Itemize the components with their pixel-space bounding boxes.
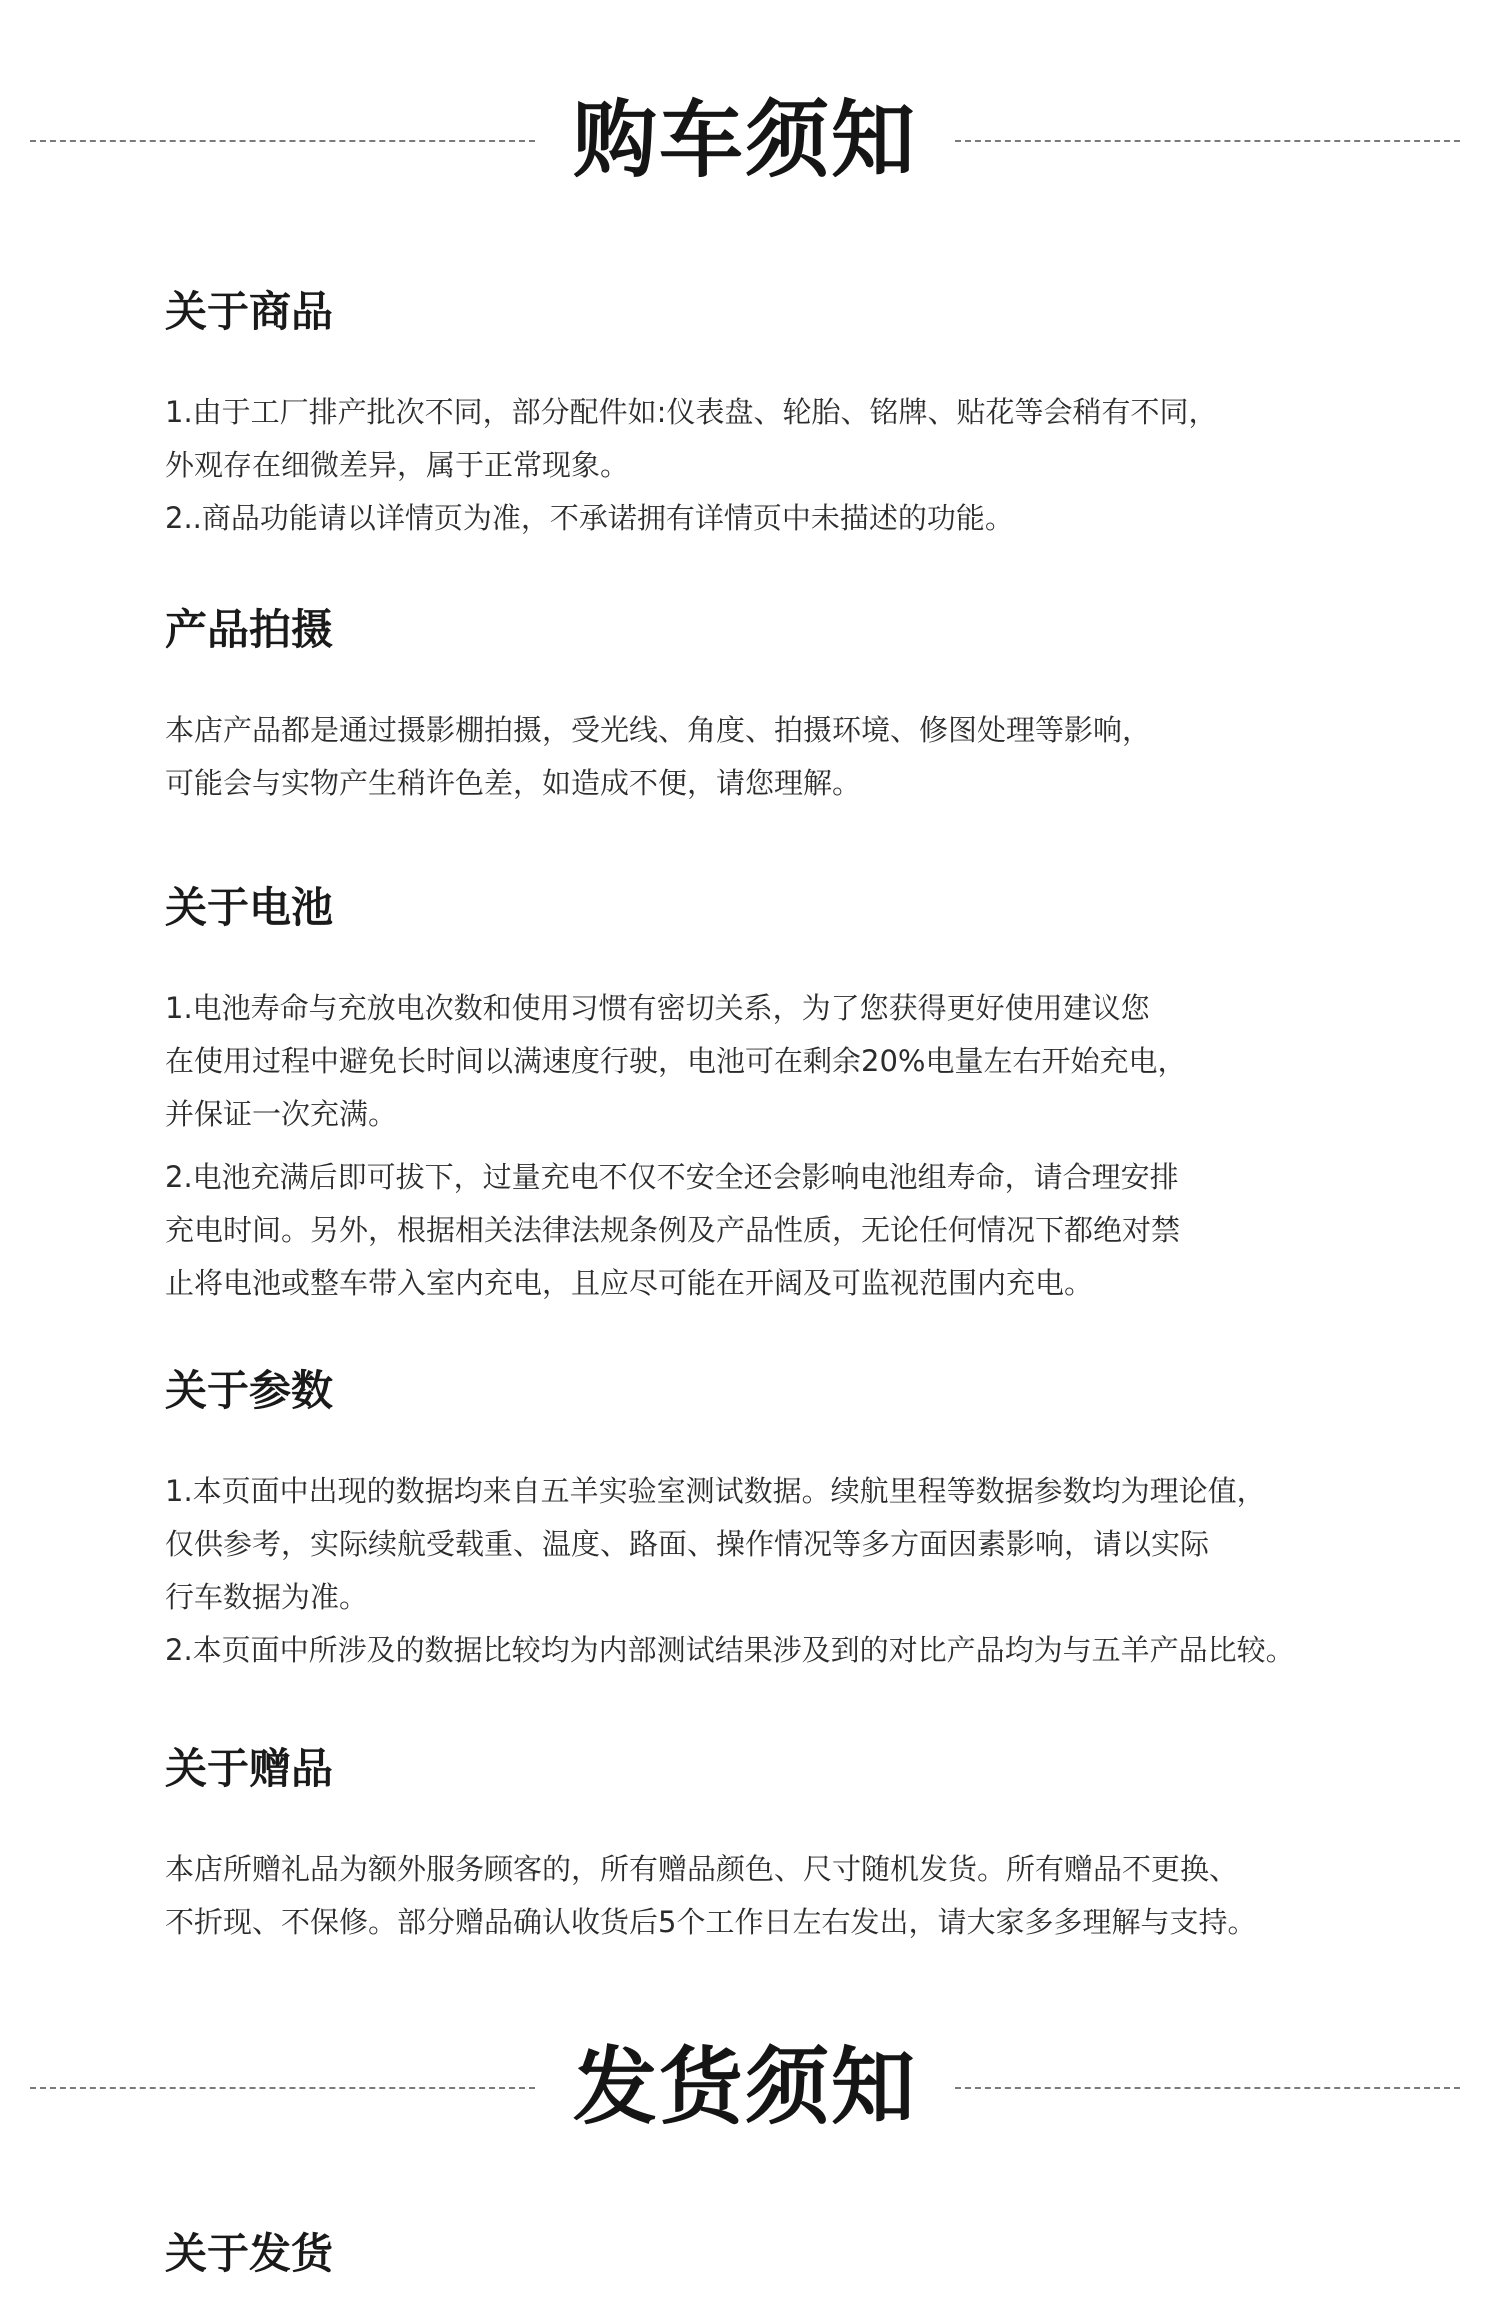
section-heading: 关于商品 <box>165 287 334 336</box>
section-heading: 关于赠品 <box>165 1744 334 1793</box>
purchase-notice-title-row <box>0 70 1500 210</box>
section-body <box>165 982 1395 1141</box>
body-line: 1.电池寿命与充放电次数和使用习惯有密切关系，为了您获得更好使用建议您 <box>165 991 1150 1025</box>
section-about-parameters <box>165 1361 1395 1677</box>
shipping-notice-title-row <box>0 2017 1500 2157</box>
section-about-shipping <box>165 2224 1395 2284</box>
section-about-gifts <box>165 1739 1395 1949</box>
title-divider-left <box>30 140 535 142</box>
body-line: 本店产品都是通过摄影棚拍摄，受光线、角度、拍摄环境、修图处理等影响， <box>165 713 1152 747</box>
body-line: 2.电池充满后即可拔下，过量充电不仅不安全还会影响电池组寿命，请合理安排 <box>165 1160 1179 1194</box>
section-body <box>165 386 1395 545</box>
section-about-battery <box>165 878 1395 1310</box>
title-divider-left <box>30 2087 535 2089</box>
body-line: 在使用过程中避免长时间以满速度行驶，电池可在剩余20%电量左右开始充电， <box>165 1044 1187 1078</box>
body-line: 2..商品功能请以详情页为准，不承诺拥有详情页中未描述的功能。 <box>165 501 1014 535</box>
section-heading: 关于电池 <box>165 883 334 932</box>
shipping-notice-title: 发货须知 <box>572 2038 917 2136</box>
body-line: 仅供参考，实际续航受载重、温度、路面、操作情况等多方面因素影响，请以实际 <box>165 1527 1210 1561</box>
section-heading: 关于参数 <box>165 1366 334 1415</box>
section-heading: 关于发货 <box>165 2229 334 2278</box>
body-line: 1.本页面中出现的数据均来自五羊实验室测试数据。续航里程等数据参数均为理论值， <box>165 1474 1266 1508</box>
body-line: 外观存在细微差异，属于正常现象。 <box>165 448 630 482</box>
body-line: 不折现、不保修。部分赠品确认收货后5个工作日左右发出，请大家多多理解与支持。 <box>165 1905 1257 1939</box>
body-line: 1.由于工厂排产批次不同，部分配件如:仪表盘、轮胎、铭牌、贴花等会稍有不同， <box>165 395 1218 429</box>
section-body <box>165 704 1395 810</box>
section-heading: 产品拍摄 <box>165 605 334 654</box>
body-line: 并保证一次充满。 <box>165 1097 398 1131</box>
section-body <box>165 1151 1395 1310</box>
section-body <box>165 1465 1395 1677</box>
body-line: 可能会与实物产生稍许色差，如造成不便，请您理解。 <box>165 766 862 800</box>
section-product-photography <box>165 600 1395 810</box>
body-line: 充电时间。另外，根据相关法律法规条例及产品性质，无论任何情况下都绝对禁 <box>165 1213 1181 1247</box>
section-about-product <box>165 282 1395 545</box>
body-line: 本店所赠礼品为额外服务顾客的，所有赠品颜色、尺寸随机发货。所有赠品不更换、 <box>165 1852 1239 1886</box>
body-line: 止将电池或整车带入室内充电，且应尽可能在开阔及可监视范围内充电。 <box>165 1266 1094 1300</box>
title-divider-right <box>955 140 1460 142</box>
title-divider-right <box>955 2087 1460 2089</box>
body-line: 2.本页面中所涉及的数据比较均为内部测试结果涉及到的对比产品均为与五羊产品比较。 <box>165 1633 1295 1667</box>
body-line: 行车数据为准。 <box>165 1580 369 1614</box>
purchase-notice-title: 购车须知 <box>572 91 917 189</box>
section-body <box>165 1843 1395 1949</box>
